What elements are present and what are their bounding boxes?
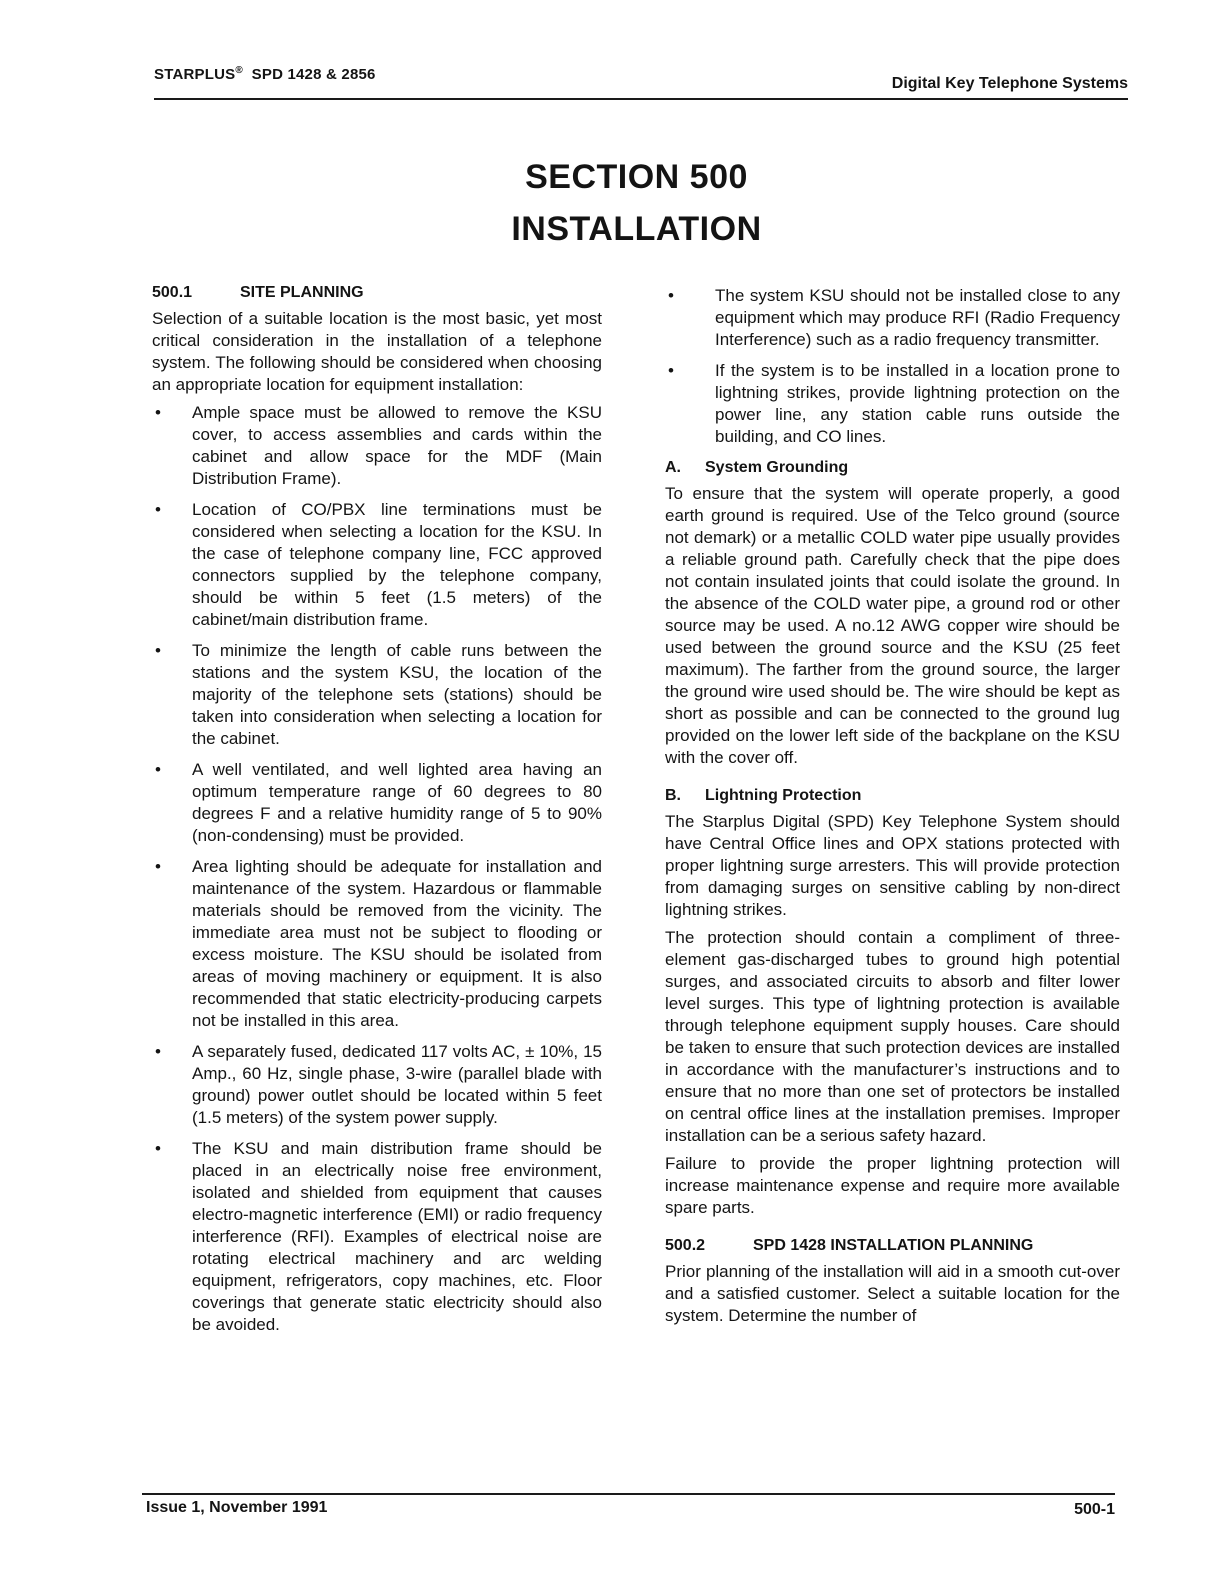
- list-item-text: Area lighting should be adequate for installation and maintenance of the system. Hazardous or flammable materials should be removed from the vicinity. The immediate area must not be subject to flooding or excess moisture. The KSU should be isolated from areas of moving machinery or equipment. It is also recommended that static electricity-producing carpets not be installed in this area.: [192, 857, 602, 1030]
- list-item: [152, 1041, 602, 1129]
- heading-number: 500.2: [665, 1237, 706, 1254]
- right-column: [665, 285, 1120, 1333]
- header-product-name: STARPLUS: [154, 66, 236, 83]
- page-header: [154, 64, 1128, 100]
- list-item: [665, 360, 1120, 448]
- list-item: [665, 285, 1120, 351]
- bullet-icon: •: [155, 857, 161, 876]
- list-item-text: A separately fused, dedicated 117 volts AC, ± 10%, 15 Amp., 60 Hz, single phase, 3-wire (parallel blade with ground) power outlet should be located within 5 feet (1.5 meters) of the system power supply.: [192, 1042, 602, 1127]
- header-model: SPD 1428 & 2856: [251, 66, 376, 83]
- section-subtitle: INSTALLATION: [511, 210, 762, 248]
- list-item-text: To minimize the length of cable runs between the stations and the system KSU, the location of the majority of the telephone sets (stations) should be taken into consideration when selecting a location for the cabinet.: [192, 641, 602, 748]
- list-item-text: Ample space must be allowed to remove the KSU cover, to access assemblies and cards within the cabinet and allow space for the MDF (Main Distribution Frame).: [192, 403, 602, 488]
- header-product: [154, 65, 376, 83]
- heading-text: SITE PLANNING: [240, 284, 364, 301]
- heading-text: SPD 1428 INSTALLATION PLANNING: [753, 1237, 1034, 1254]
- installation-planning-text: Prior planning of the installation will aid in a smooth cut-over and a satisfied customer. Select a suitable location for the system. Determine the number of: [665, 1262, 1120, 1325]
- installation-planning-heading: [665, 1235, 1120, 1257]
- lightning-protection-p3: Failure to provide the proper lightning protection will increase maintenance expense and require more available spare parts.: [665, 1154, 1120, 1217]
- bullet-icon: •: [155, 403, 161, 422]
- site-planning-intro: Selection of a suitable location is the most basic, yet most critical consideration in the installation of a telephone system. The following should be considered when choosing an appropriate location for equipment installation:: [152, 309, 602, 394]
- section-title: SECTION 500: [525, 158, 748, 196]
- bullet-icon: •: [155, 500, 161, 519]
- heading-letter: A.: [665, 459, 681, 476]
- registered-mark: ®: [235, 65, 243, 76]
- bullet-icon: •: [155, 1042, 161, 1061]
- bullet-icon: •: [155, 760, 161, 779]
- heading-number: 500.1: [152, 284, 193, 301]
- bullet-icon: •: [668, 361, 674, 380]
- list-item: [152, 499, 602, 631]
- heading-letter: B.: [665, 787, 681, 804]
- list-item: [152, 759, 602, 847]
- site-planning-list: [152, 402, 602, 1336]
- site-planning-heading: [152, 282, 602, 304]
- system-grounding-heading: [665, 457, 1120, 479]
- lightning-protection-heading: [665, 785, 1120, 807]
- left-column: [152, 282, 602, 1345]
- list-item: [152, 1138, 602, 1336]
- list-item-text: The KSU and main distribution frame should be placed in an electrically noise free environment, isolated and shielded from equipment that causes electro-magnetic interference (EMI) or radio frequency interference (RFI). Examples of electrical noise are rotating electrical machinery and arc welding equipment, refrigerators, copy machines, etc. Floor coverings that generate static electricity should also be avoided.: [192, 1139, 602, 1334]
- heading-text: Lightning Protection: [705, 787, 862, 804]
- header-doc-title: Digital Key Telephone Systems: [891, 75, 1128, 92]
- site-planning-list-continued: [665, 285, 1120, 448]
- lightning-protection-p1: The Starplus Digital (SPD) Key Telephone System should have Central Office lines and OPX stations protected with proper lightning surge arresters. This will provide protection from damaging surges on sensitive cabling by non-direct lightning strikes.: [665, 812, 1120, 919]
- footer-issue: Issue 1, November 1991: [146, 1499, 328, 1516]
- list-item: [152, 856, 602, 1032]
- list-item-text: The system KSU should not be installed close to any equipment which may produce RFI (Radio Frequency Interference) such as a radio frequency transmitter.: [715, 286, 1120, 349]
- lightning-protection-p2: The protection should contain a compliment of three-element gas-discharged tubes to ground high potential surges, and associated circuits to absorb and filter lower level surges. This type of lightning protection is available through telephone equipment supply houses. Care should be taken to ensure that such protection devices are installed in accordance with the manufacturer’s instructions and to ensure that no more than one set of protectors be installed on central office lines at the installation premises. Improper installation can be a serious safety hazard.: [665, 928, 1120, 1145]
- bullet-icon: •: [155, 641, 161, 660]
- list-item-text: A well ventilated, and well lighted area having an optimum temperature range of 60 degrees to 80 degrees F and a relative humidity range of 5 to 90% (non-condensing) must be provided.: [192, 760, 602, 845]
- bullet-icon: •: [668, 286, 674, 305]
- heading-text: System Grounding: [705, 459, 849, 476]
- page-footer: [142, 1493, 1115, 1525]
- list-item: [152, 640, 602, 750]
- system-grounding-text: To ensure that the system will operate properly, a good earth ground is required. Use of the Telco ground (source not demark) or a metallic COLD water pipe usually provides a reliable ground path. Carefully check that the pipe does not contain insulated joints that could isolate the ground. In the absence of the COLD water pipe, a ground rod or other source may be used. A no.12 AWG copper wire should be used between the ground source and the KSU (25 feet maximum). The farther from the ground source, the larger the ground wire used should be. The wire should be kept as short as possible and can be connected to the ground lug provided on the lower left side of the backplane on the KSU with the cover off.: [665, 484, 1120, 767]
- list-item-text: If the system is to be installed in a location prone to lightning strikes, provide lightning protection on the power line, any station cable runs outside the building, and CO lines.: [715, 361, 1120, 446]
- page-number: 500-1: [1074, 1501, 1115, 1518]
- list-item: [152, 402, 602, 490]
- list-item-text: Location of CO/PBX line terminations must be considered when selecting a location for the KSU. In the case of telephone company line, FCC approved connectors supplied by the telephone company, should be within 5 feet (1.5 meters) of the cabinet/main distribution frame.: [192, 500, 602, 629]
- bullet-icon: •: [155, 1139, 161, 1158]
